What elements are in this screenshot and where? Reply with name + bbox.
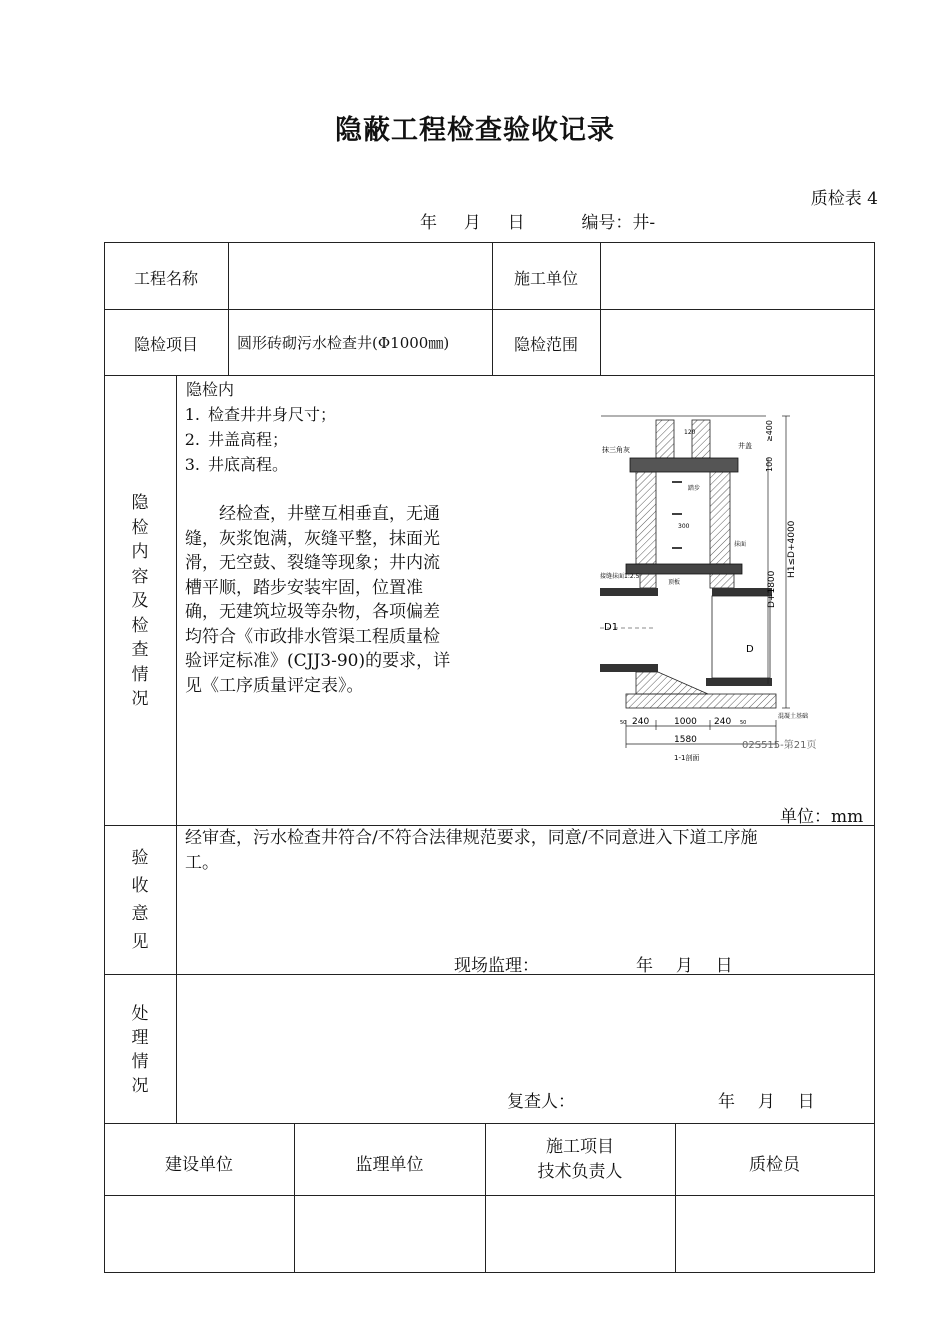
item-number: 3. xyxy=(184,455,200,474)
label-char: 情 xyxy=(131,664,149,685)
drawing-label-mid-note: 顶板 xyxy=(668,579,681,586)
label-char: 隐 xyxy=(131,493,149,513)
record-number: 编号：井- xyxy=(581,213,656,233)
result-line: 经检查，井壁互相垂直，无通 xyxy=(185,504,440,524)
drawing-label-left-note: 接缝抹面1:2.5 xyxy=(600,573,640,580)
drawing-label-section: 1-1剖面 xyxy=(674,754,700,762)
lower-wall-left xyxy=(640,574,656,588)
handling-date xyxy=(718,1087,815,1112)
drawing-label-400: ≥400 xyxy=(765,420,774,442)
contractor-label: 施工单位 xyxy=(513,269,578,288)
ring-beam xyxy=(626,564,742,574)
inspection-result-text xyxy=(185,502,485,698)
date-month: 月 xyxy=(757,1092,775,1112)
opinion-line: 经审查，污水检查井符合/不符合法律规范要求，同意/不同意进入下道工序施 xyxy=(185,828,758,848)
result-line: 槽平顺，踏步安装牢固，位置准 xyxy=(185,577,423,598)
opinion-line: 工。 xyxy=(185,852,219,873)
list-item xyxy=(170,452,336,477)
cover-seat-right xyxy=(692,420,710,458)
table-border-right xyxy=(874,242,875,1273)
wall-right xyxy=(710,472,730,564)
tech-lead-line: 技术负责人 xyxy=(537,1162,623,1182)
acceptance-opinion xyxy=(185,826,757,875)
flow-bench xyxy=(636,672,708,694)
table-border-top xyxy=(104,242,875,243)
label-char: 验 xyxy=(131,848,149,868)
label-char: 意 xyxy=(131,904,149,924)
drawing-label-d1: D1 xyxy=(604,622,619,633)
drawing-label-h-total: H1≤D+4000 xyxy=(787,520,797,578)
drawing-label-d: D xyxy=(746,644,754,655)
label-char: 内 xyxy=(131,542,149,562)
owner-signature-field[interactable] xyxy=(105,1196,294,1272)
result-line: 缝，灰浆饱满，灰缝平整，抹面光 xyxy=(185,528,440,549)
qc-signature-field[interactable] xyxy=(676,1196,874,1272)
supervisor-signature-field[interactable] xyxy=(295,1196,485,1272)
col-divider xyxy=(600,242,601,376)
item-text: 检查井井身尺寸； xyxy=(208,405,337,424)
drawing-label-d1800: D+1800 xyxy=(767,570,777,608)
label-char: 检 xyxy=(131,615,149,636)
page-title: 隐蔽工程检查验收记录 xyxy=(335,115,615,146)
date-year: 年 xyxy=(420,213,437,233)
form-number: 质检表 4 xyxy=(810,189,878,209)
date-line xyxy=(420,208,655,233)
col-divider xyxy=(492,242,493,376)
drawing-label-50-right: 50 xyxy=(740,720,747,726)
tech-lead-signature-field[interactable] xyxy=(486,1196,675,1272)
date-month: 月 xyxy=(675,956,693,976)
unit-label: 单位：mm xyxy=(780,807,864,827)
pipe-outlet-top xyxy=(712,588,772,596)
project-name-label: 工程名称 xyxy=(133,269,198,288)
result-line: 滑，无空鼓、裂缝等现象；井内流 xyxy=(185,553,440,573)
inspection-content-heading: 隐检内 xyxy=(186,380,235,399)
drawing-label-1000: 1000 xyxy=(674,717,697,727)
inspection-section-label xyxy=(129,491,151,712)
drawing-label-1580: 1580 xyxy=(674,735,697,745)
pipe-outlet-bottom xyxy=(706,678,772,686)
pipe-inlet-top xyxy=(600,588,658,596)
label-char: 及 xyxy=(131,591,149,611)
label-char: 查 xyxy=(131,640,149,660)
label-char: 检 xyxy=(131,517,149,538)
item-label: 隐检项目 xyxy=(133,335,198,354)
drawing-label-120: 120 xyxy=(684,429,696,436)
concrete-base xyxy=(626,694,776,708)
date-month: 月 xyxy=(463,213,481,233)
label-char: 容 xyxy=(131,566,149,587)
drawing-label-100: 100 xyxy=(765,456,774,472)
manhole-section-drawing xyxy=(596,408,856,768)
supervisor-sign-label: 现场监理： xyxy=(454,956,539,976)
label-char: 处 xyxy=(131,1004,149,1024)
label-char: 见 xyxy=(131,932,149,952)
pipe-inlet-bottom xyxy=(600,664,658,672)
cover-seat-left xyxy=(656,420,674,458)
drawing-label-right-note: 抹面 xyxy=(734,541,747,548)
lower-wall-right xyxy=(710,574,734,588)
wall-left xyxy=(636,472,656,564)
label-char: 收 xyxy=(131,876,149,896)
acceptance-date xyxy=(636,951,733,976)
result-line: 均符合《市政排水管渠工程质量检 xyxy=(185,626,440,647)
item-text: 井底高程。 xyxy=(208,455,289,474)
cover-slab xyxy=(630,458,738,472)
date-day: 日 xyxy=(715,956,733,976)
drawing-label-cover: 井盖 xyxy=(738,442,752,450)
supervisor-unit-label: 监理单位 xyxy=(355,1155,424,1175)
drawing-label-240-left: 240 xyxy=(632,717,650,727)
label-char: 情 xyxy=(131,1052,149,1072)
date-day: 日 xyxy=(507,213,525,233)
reviewer-sign-label: 复查人： xyxy=(507,1092,575,1112)
row-divider xyxy=(104,309,875,310)
inspection-items xyxy=(170,402,336,477)
tech-lead-line: 施工项目 xyxy=(546,1137,614,1157)
date-year: 年 xyxy=(636,956,653,976)
date-year: 年 xyxy=(718,1092,735,1112)
col-divider xyxy=(176,375,177,1124)
result-line: 见《工序质量评定表》。 xyxy=(185,675,364,696)
item-number: 2. xyxy=(184,430,200,449)
row-divider xyxy=(104,375,875,376)
drawing-label-step: 踏步 xyxy=(688,485,701,492)
col-divider xyxy=(228,242,229,376)
handling-section-label xyxy=(129,1002,151,1098)
drawing-label-240-right: 240 xyxy=(714,717,732,727)
date-day: 日 xyxy=(797,1092,815,1112)
label-char: 况 xyxy=(131,689,149,709)
label-char: 理 xyxy=(131,1028,149,1048)
drawing-label-50-left: 50 xyxy=(620,720,627,726)
item-value: 圆形砖砌污水检查井(Φ1000㎜) xyxy=(237,334,450,352)
row-divider xyxy=(104,1123,875,1124)
item-number: 1. xyxy=(184,405,200,424)
qc-inspector-label: 质检员 xyxy=(749,1155,800,1175)
item-text: 井盖高程； xyxy=(208,430,289,449)
result-line: 确，无建筑垃圾等杂物，各项偏差 xyxy=(185,602,440,622)
drawing-label-300: 300 xyxy=(678,523,690,530)
label-char: 况 xyxy=(131,1076,149,1096)
drawing-label-base-note: 混凝土基础 xyxy=(778,713,809,720)
table-border-bottom xyxy=(104,1272,875,1273)
result-line: 验评定标准》(CJJ3-90)的要求，详 xyxy=(185,651,451,671)
owner-unit-label: 建设单位 xyxy=(165,1155,233,1175)
outlet-pipe-body xyxy=(712,596,770,678)
table-border-left xyxy=(104,242,105,1273)
range-label: 隐检范围 xyxy=(513,335,578,354)
list-item xyxy=(170,402,336,427)
drawing-label-ref: 02S515-第21页 xyxy=(742,740,817,751)
drawing-label-plaster: 抹三角灰 xyxy=(602,446,630,454)
list-item xyxy=(170,427,336,452)
acceptance-section-label xyxy=(129,844,151,956)
tech-lead-label xyxy=(485,1135,675,1185)
